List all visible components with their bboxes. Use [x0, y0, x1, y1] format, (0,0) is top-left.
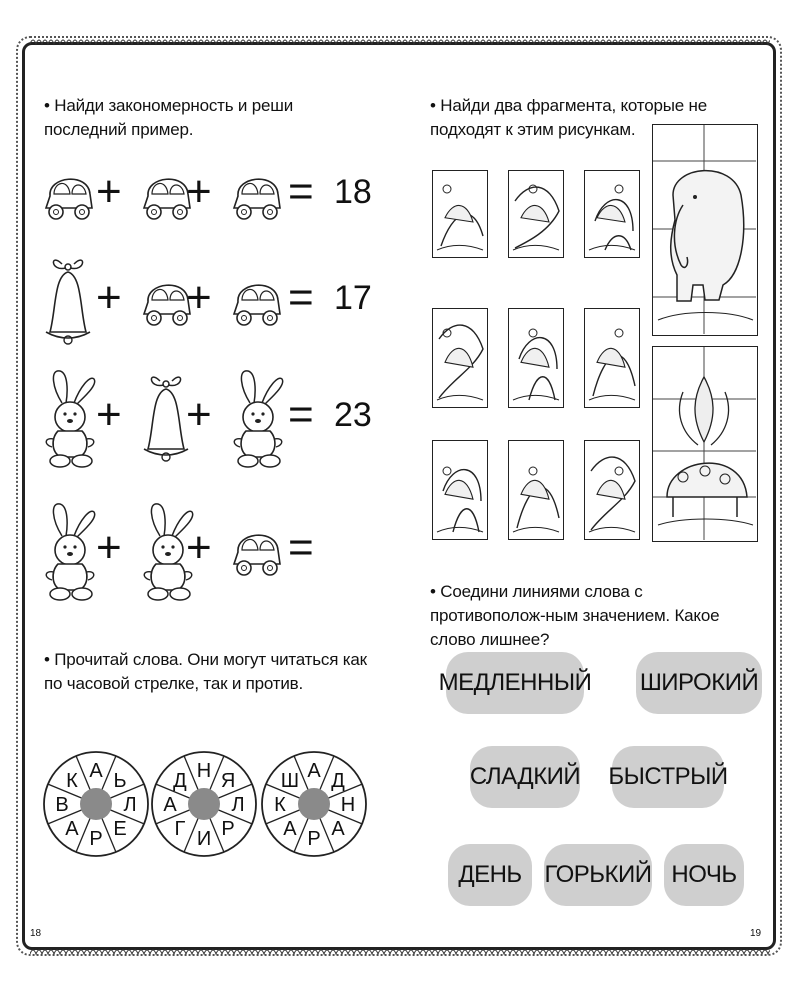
wheel-letter: Ш: [280, 769, 300, 792]
wheel-letter: А: [163, 794, 177, 816]
fragment-tile[interactable]: [508, 440, 564, 540]
wheel-letter: Г: [174, 818, 186, 841]
fragment-tile[interactable]: [508, 308, 564, 408]
task-fragments-instructions: • Найди два фрагмента, которые не подходят к этим рисункам.: [430, 96, 707, 139]
wheel-center: [80, 788, 112, 820]
wheel-letter: А: [331, 818, 345, 841]
letter-wheel: [260, 720, 368, 888]
wheel-center: [188, 788, 220, 820]
wheel-letter: Р: [89, 828, 103, 850]
wheel-letter: Д: [331, 769, 345, 792]
plus-sign: +: [186, 390, 212, 439]
plus-sign: +: [96, 167, 122, 216]
bunny-icon: [40, 367, 100, 476]
equation-result: 17: [334, 279, 372, 317]
wheel-letter: А: [307, 760, 321, 782]
wheel-letter: Р: [307, 828, 321, 850]
equals-sign: =: [288, 523, 314, 572]
wheel-letter: Е: [113, 818, 127, 841]
equation-result: 23: [334, 396, 372, 434]
plus-sign: +: [96, 273, 122, 322]
wheel-letter: Я: [220, 769, 236, 792]
wheel-letter: Р: [221, 818, 235, 841]
wheel-center: [298, 788, 330, 820]
word-bystry[interactable]: БЫСТРЫЙ: [612, 746, 724, 808]
turtle-picture: [652, 346, 758, 542]
top-scallop-border: [30, 36, 770, 46]
word-den[interactable]: ДЕНЬ: [448, 844, 532, 906]
wheel-letter: Д: [173, 769, 187, 792]
fragment-tile[interactable]: [432, 308, 488, 408]
bell-icon: [40, 250, 98, 355]
fragment-tile[interactable]: [584, 170, 640, 258]
equals-sign: =: [288, 167, 314, 216]
fragment-tile[interactable]: [584, 440, 640, 540]
wheel-letter: К: [66, 769, 78, 792]
equation-result: 18: [334, 173, 372, 211]
page-number-left: 18: [30, 928, 42, 939]
fragment-tile[interactable]: [432, 170, 488, 258]
wheel-letter: Л: [231, 794, 245, 816]
wheel-letter: К: [274, 794, 286, 816]
car-icon: [228, 164, 286, 229]
wheel-letter: А: [89, 760, 103, 782]
word-noch[interactable]: НОЧЬ: [664, 844, 744, 906]
plus-sign: +: [96, 390, 122, 439]
task-opposites-instructions: • Соедини линиями слова с противополож-ным значением. Какое слово лишнее?: [430, 582, 720, 649]
task-pattern-instructions: • Найди закономерность и реши последний пример.: [44, 96, 293, 139]
fragment-tile[interactable]: [508, 170, 564, 258]
wheel-letter: А: [283, 818, 297, 841]
elephant-picture: [652, 124, 758, 336]
fragment-tile[interactable]: [432, 440, 488, 540]
letter-wheel: [42, 720, 150, 888]
letter-wheel: [150, 720, 258, 888]
word-shiroky[interactable]: ШИРОКИЙ: [636, 652, 762, 714]
wheel-letter: Л: [123, 794, 137, 816]
bunny-icon: [228, 367, 288, 476]
word-medlenny[interactable]: МЕДЛЕННЫЙ: [446, 652, 584, 714]
wheel-letter: Ь: [113, 769, 127, 792]
word-sladky[interactable]: СЛАДКИЙ: [470, 746, 580, 808]
word-gorky[interactable]: ГОРЬКИЙ: [544, 844, 652, 906]
bunny-icon: [40, 500, 100, 609]
fragment-tile[interactable]: [584, 308, 640, 408]
plus-sign: +: [186, 273, 212, 322]
bottom-scallop-border: [30, 946, 770, 956]
equals-sign: =: [288, 390, 314, 439]
wheel-letter: В: [55, 794, 69, 816]
page-number-right: 19: [750, 928, 762, 939]
car-icon: [228, 270, 286, 335]
wheel-letter: А: [65, 818, 79, 841]
wheel-letter: Н: [340, 794, 356, 816]
car-icon: [228, 520, 286, 585]
car-icon: [40, 164, 98, 229]
plus-sign: +: [96, 523, 122, 572]
wheel-letter: И: [196, 828, 212, 850]
wheel-letter: Н: [196, 760, 212, 782]
task-read-words-instructions: • Прочитай слова. Они могут читаться как по часовой стрелке, так и против.: [44, 650, 367, 693]
plus-sign: +: [186, 167, 212, 216]
equals-sign: =: [288, 273, 314, 322]
plus-sign: +: [186, 523, 212, 572]
